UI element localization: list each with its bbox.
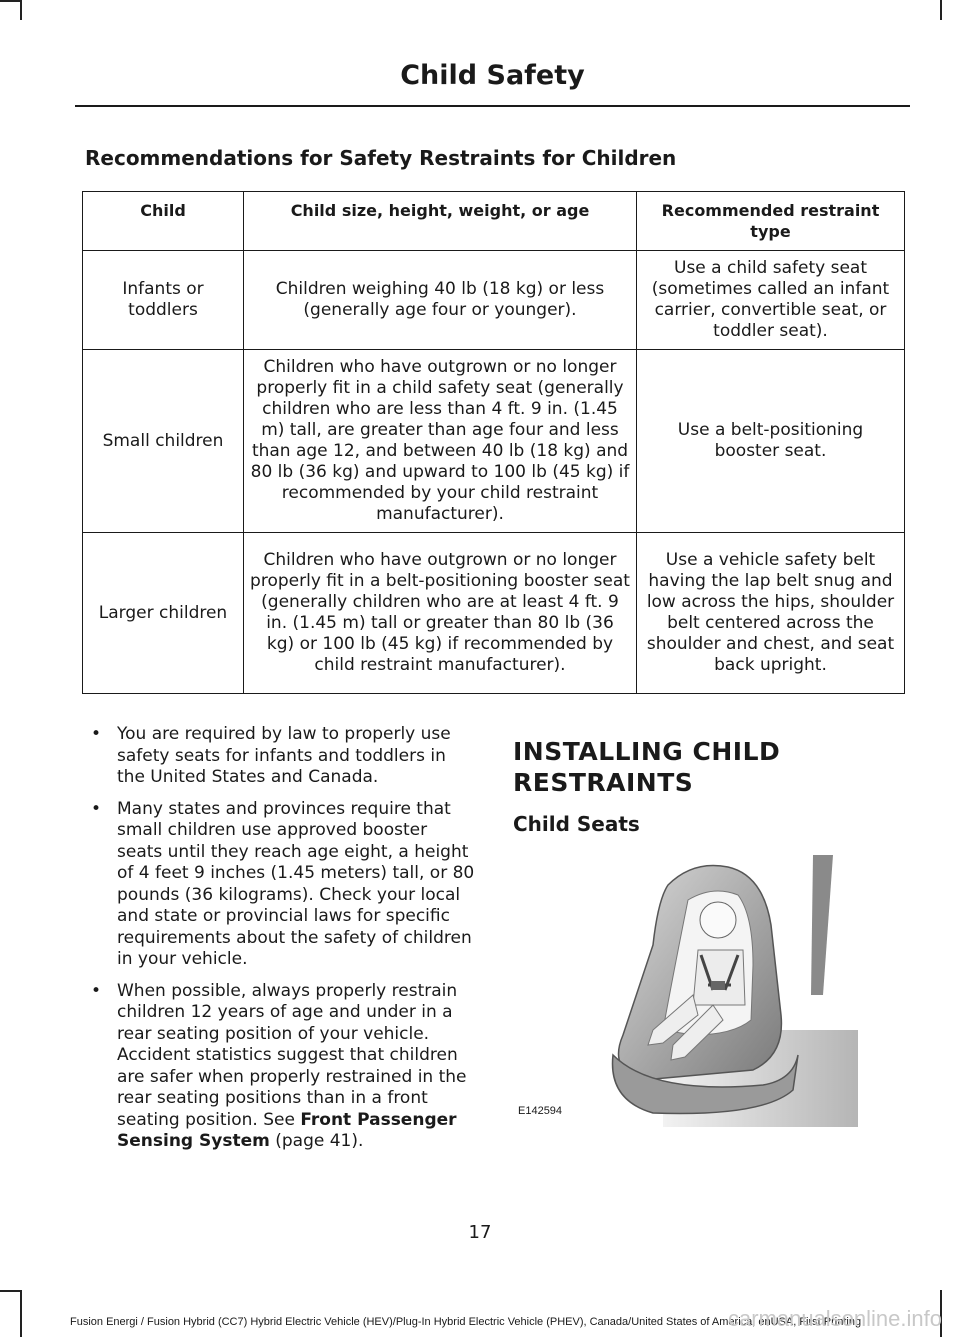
footer-text: Fusion Energi / Fusion Hybrid (CC7) Hybrid Electric Vehicle (HEV)/Plug-In Hybrid Electric Vehicle (PHEV), Canada/United States of America, enUSA, First Printing — [70, 1316, 862, 1328]
column-header-child: Child — [83, 192, 244, 251]
table-row — [83, 350, 905, 533]
bullet-icon: • — [91, 980, 102, 1001]
page-title: Child Safety — [400, 60, 585, 91]
crop-mark — [0, 1290, 20, 1292]
size-cell: Children who have outgrown or no longer properly fit in a child safety seat (generally children who are less than 4 ft. 9 in. (1.45 m) tall, are greater than age four and less than age 12, and between 40 lb (18 kg) and 80 lb (36 kg) and upward to 100 lb (45 kg) if recommended by your child restraint manufacturer). — [244, 350, 637, 533]
table-row — [83, 251, 905, 350]
figure-code: E142594 — [518, 1105, 563, 1117]
table-header-row — [83, 192, 905, 251]
section-title: Recommendations for Safety Restraints for Children — [85, 146, 677, 170]
list-item — [85, 799, 475, 971]
size-cell: Children weighing 40 lb (18 kg) or less (generally age four or younger). — [244, 251, 637, 350]
installing-heading: INSTALLING CHILD RESTRAINTS — [513, 737, 781, 797]
column-header-size: Child size, height, weight, or age — [244, 192, 637, 251]
bullet-text: When possible, always properly restrain children 12 years of age and under in a rear seating position of your vehicle. Accident statistics suggest that children are safer when properly restrained in the rear seating positions than in a front seating position. See — [117, 980, 467, 1130]
crop-mark — [940, 0, 942, 20]
size-cell: Children who have outgrown or no longer properly fit in a belt-positioning booster seat (generally children who are at least 4 ft. 9 in. (1.45 m) tall or greater than 80 lb (36 kg) or 100 lb (45 kg) if recommended by child restraint manufacturer). — [244, 533, 637, 694]
list-item — [85, 724, 475, 789]
page-number: 17 — [468, 1222, 492, 1243]
cross-reference-link[interactable]: Front Passenger Sensing System — [117, 1109, 457, 1151]
restraint-recommendations-table — [82, 191, 905, 694]
child-cell: Larger children — [83, 533, 244, 694]
crop-mark — [20, 1290, 22, 1337]
header-rule — [75, 105, 910, 107]
crop-mark — [20, 0, 22, 20]
child-cell: Small children — [83, 350, 244, 533]
page-reference: (page 41). — [275, 1131, 364, 1151]
crop-mark — [0, 0, 20, 2]
bullet-text: Many states and provinces require that small children use approved booster seats until they reach age eight, a height of 4 feet 9 inches (1.45 meters) tall, or 80 pounds (36 kilograms). Check your local and state or provincial laws for specific requirements about the safety of children in your vehicle. — [117, 798, 475, 969]
bullet-icon: • — [91, 724, 102, 744]
bullet-icon: • — [91, 798, 102, 819]
restraint-cell: Use a vehicle safety belt having the lap belt snug and low across the hips, shoulder belt centered across the shoulder and chest, and seat back upright. — [637, 533, 905, 694]
restraint-cell: Use a belt-positioning booster seat. — [637, 350, 905, 533]
list-item — [85, 981, 475, 1153]
child-seats-heading: Child Seats — [513, 812, 640, 836]
restraint-cell: Use a child safety seat (sometimes called an infant carrier, convertible seat, or toddler seat). — [637, 251, 905, 350]
bullet-text: You are required by law to properly use safety seats for infants and toddlers in the United States and Canada. — [117, 724, 451, 787]
column-header-restraint: Recommended restraint type — [637, 192, 905, 251]
bullet-list — [85, 724, 475, 1163]
watermark: carmanualsonline.info — [727, 1306, 942, 1331]
table-row — [83, 533, 905, 694]
child-cell: Infants or toddlers — [83, 251, 244, 350]
child-seat-illustration — [513, 855, 858, 1127]
